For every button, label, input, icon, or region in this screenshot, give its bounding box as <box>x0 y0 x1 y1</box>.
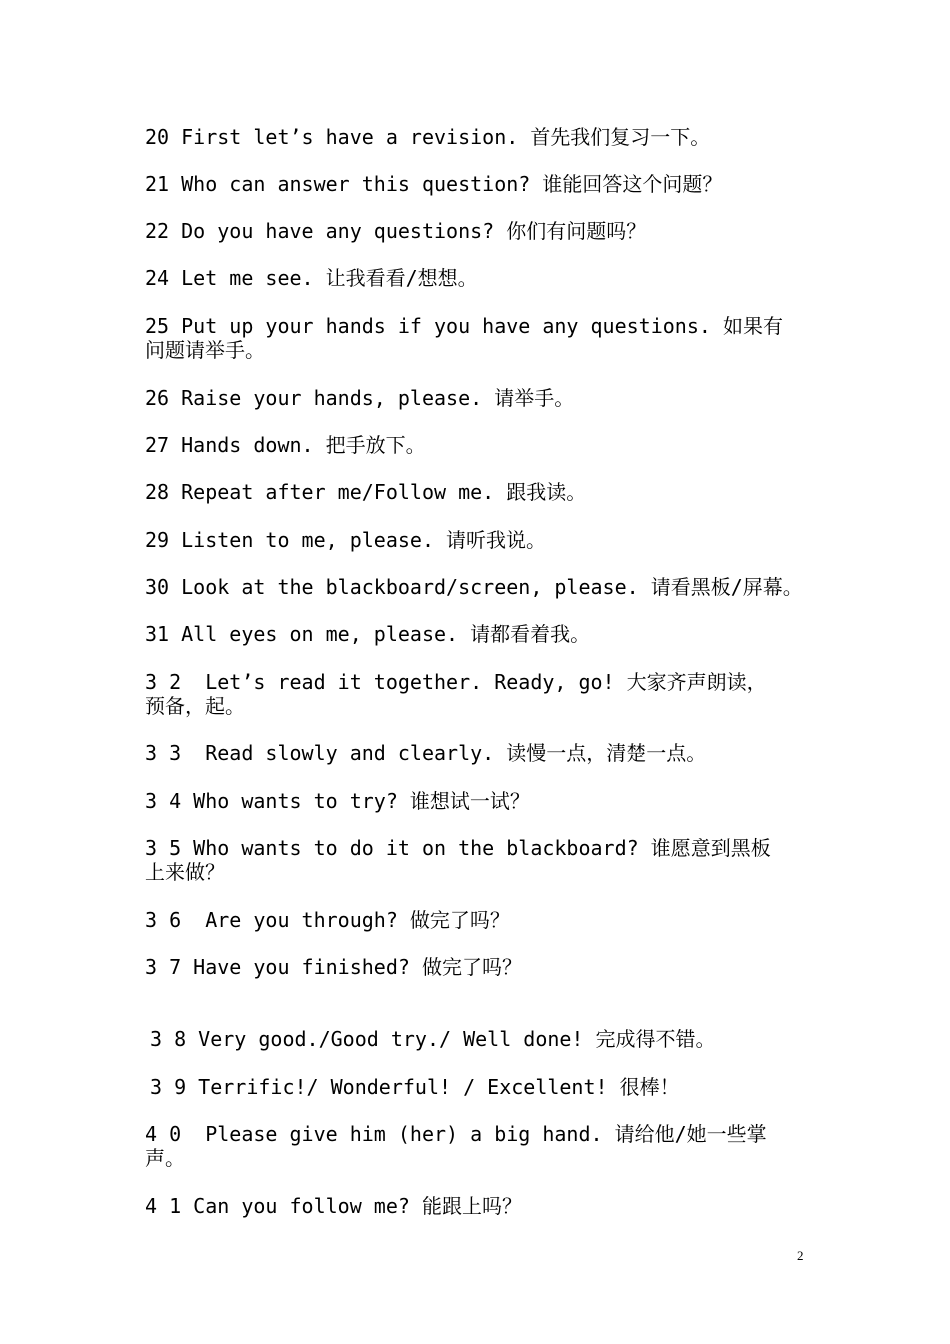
phrase-line-39: 3 9 Terrific!/ Wonderful! / Excellent! 很棒！ <box>150 1075 680 1099</box>
phrase-line-27: 27 Hands down. 把手放下。 <box>145 433 426 457</box>
phrase-line-38: 3 8 Very good./Good try./ Well done! 完成得不错。 <box>150 1027 716 1051</box>
phrase-line-28: 28 Repeat after me/Follow me. 跟我读。 <box>145 480 587 504</box>
phrase-line-21: 21 Who can answer this question? 谁能回答这个问题？ <box>145 172 723 196</box>
phrase-line-26: 26 Raise your hands, please. 请举手。 <box>145 386 575 410</box>
phrase-line-35: 3 5 Who wants to do it on the blackboard? 谁愿意到黑板 上来做？ <box>145 836 771 884</box>
phrase-line-22: 22 Do you have any questions? 你们有问题吗？ <box>145 219 647 243</box>
phrase-line-20: 20 First let’s have a revision. 首先我们复习一下。 <box>145 125 711 149</box>
phrase-line-37: 3 7 Have you finished? 做完了吗？ <box>145 955 522 979</box>
phrase-line-31: 31 All eyes on me, please. 请都看着我。 <box>145 622 591 646</box>
phrase-line-24: 24 Let me see. 让我看看/想想。 <box>145 266 478 290</box>
phrase-line-30: 30 Look at the blackboard/screen, please. 请看黑板/屏幕。 <box>145 575 803 599</box>
phrase-line-25: 25 Put up your hands if you have any questions. 如果有 问题请举手。 <box>145 314 783 362</box>
phrase-line-29: 29 Listen to me, please. 请听我说。 <box>145 528 547 552</box>
page-number: 2 <box>797 1248 804 1263</box>
phrase-line-36: 3 6 Are you through? 做完了吗？ <box>145 908 510 932</box>
phrase-line-41: 4 1 Can you follow me? 能跟上吗？ <box>145 1194 522 1218</box>
phrase-line-34: 3 4 Who wants to try? 谁想试一试？ <box>145 789 530 813</box>
phrase-line-32: 3 2 Let’s read it together. Ready, go! 大家齐声朗读， 预备，起。 <box>145 670 767 718</box>
phrase-line-40: 4 0 Please give him (her) a big hand. 请给他/她一些掌 声。 <box>145 1122 767 1170</box>
phrase-line-33: 3 3 Read slowly and clearly. 读慢一点，清楚一点。 <box>145 741 707 765</box>
